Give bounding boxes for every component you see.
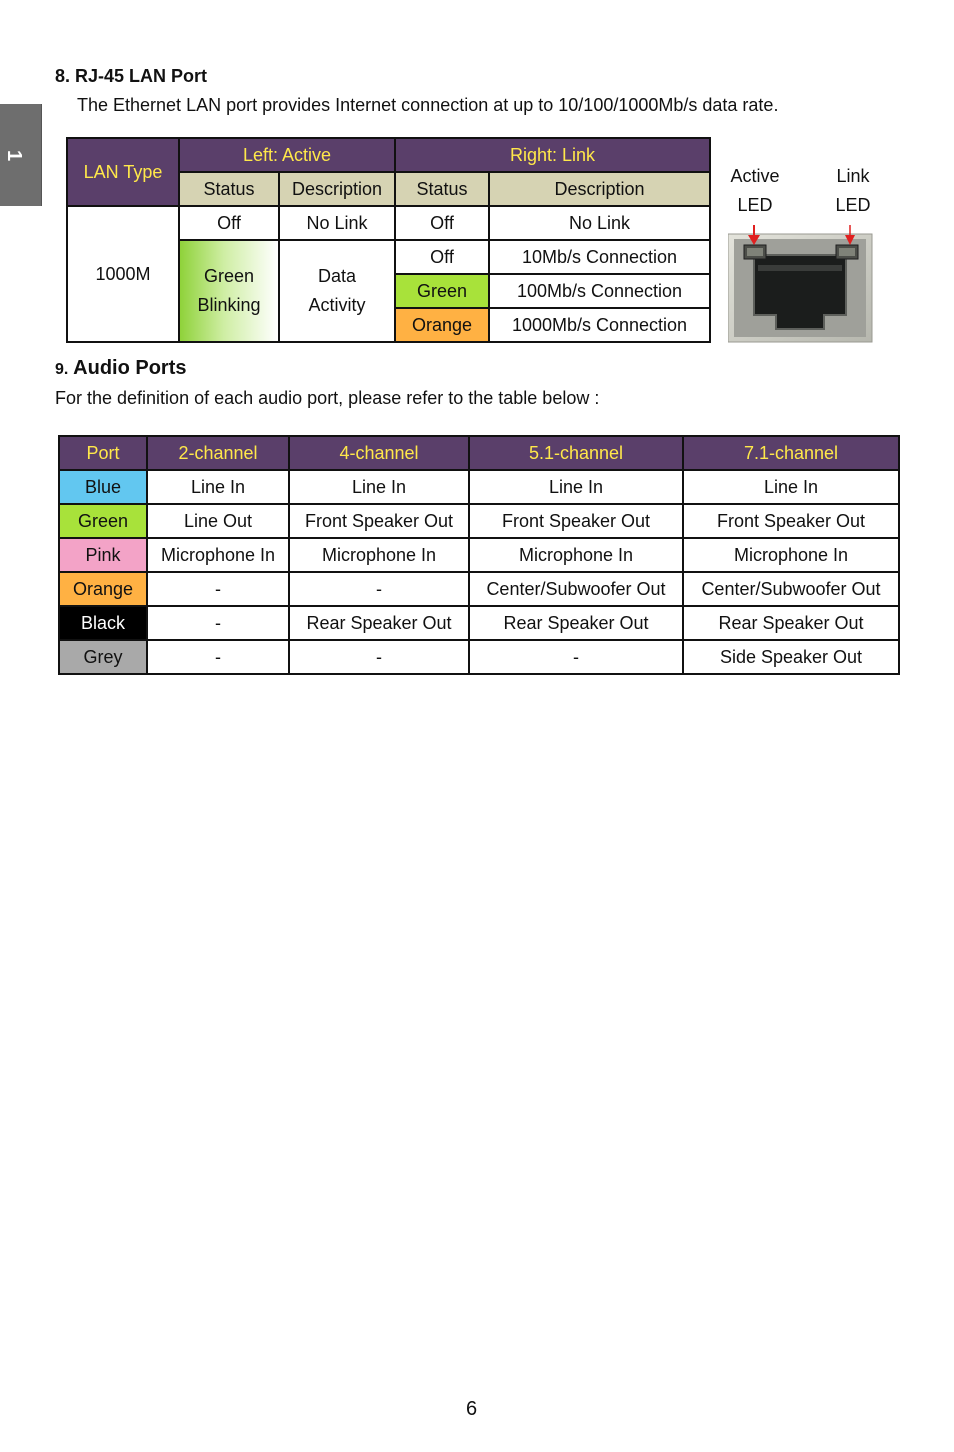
header-port: Port: [59, 436, 147, 470]
sub-header-description: Description: [279, 172, 395, 206]
link-led-line-1: Link: [836, 166, 870, 186]
cell-5-1-channel: Rear Speaker Out: [469, 606, 683, 640]
cell-5-1-channel: Center/Subwoofer Out: [469, 572, 683, 606]
lan-type-header: LAN Type: [67, 138, 179, 206]
cell-5-1-channel: -: [469, 640, 683, 674]
cell-7-1-channel: Line In: [683, 470, 899, 504]
lan-led-table: [66, 137, 711, 343]
section-9-title: [55, 357, 187, 380]
page-number: 6: [466, 1398, 478, 1420]
port-color-cell: Black: [59, 606, 147, 640]
right-status: Off: [395, 206, 489, 240]
right-description: 100Mb/s Connection: [489, 274, 710, 308]
table-row: [59, 606, 899, 640]
table-row: [59, 640, 899, 674]
cell-7-1-channel: Center/Subwoofer Out: [683, 572, 899, 606]
header-5-1-channel: 5.1-channel: [469, 436, 683, 470]
section-8-title-text: RJ-45 LAN Port: [75, 66, 208, 86]
left-status-line-1: Green: [203, 266, 255, 286]
cell-4-channel: -: [289, 640, 469, 674]
left-description-data-activity: [279, 240, 395, 342]
right-status: Green: [395, 274, 489, 308]
left-status-line-2: Blinking: [197, 295, 261, 315]
cell-7-1-channel: Front Speaker Out: [683, 504, 899, 538]
chapter-tab-label: 1: [3, 149, 26, 162]
cell-5-1-channel: Microphone In: [469, 538, 683, 572]
cell-7-1-channel: Rear Speaker Out: [683, 606, 899, 640]
port-color-cell: Pink: [59, 538, 147, 572]
cell-4-channel: Front Speaker Out: [289, 504, 469, 538]
table-row: [59, 436, 899, 470]
sub-header-status: Status: [179, 172, 279, 206]
sub-header-description: Description: [489, 172, 710, 206]
cell-2-channel: -: [147, 606, 289, 640]
header-4-channel: 4-channel: [289, 436, 469, 470]
left-desc-line-1: Data: [317, 266, 357, 286]
active-led-line-1: Active: [730, 166, 780, 186]
cell-4-channel: Rear Speaker Out: [289, 606, 469, 640]
cell-5-1-channel: Line In: [469, 470, 683, 504]
left-description: No Link: [279, 206, 395, 240]
table-row: [59, 504, 899, 538]
cell-2-channel: -: [147, 640, 289, 674]
table-row: [59, 470, 899, 504]
rj45-port-image: [728, 225, 874, 343]
lan-type-value: 1000M: [67, 206, 179, 342]
section-9-title-text: Audio Ports: [73, 357, 187, 379]
table-row: [59, 538, 899, 572]
left-status-green-blinking: [179, 240, 279, 342]
right-description: 10Mb/s Connection: [489, 240, 710, 274]
right-status: Off: [395, 240, 489, 274]
cell-4-channel: Line In: [289, 470, 469, 504]
cell-2-channel: -: [147, 572, 289, 606]
right-description: No Link: [489, 206, 710, 240]
table-row: [59, 572, 899, 606]
active-led-line-2: LED: [737, 195, 773, 215]
cell-2-channel: Line Out: [147, 504, 289, 538]
cell-2-channel: Line In: [147, 470, 289, 504]
cell-4-channel: -: [289, 572, 469, 606]
header-7-1-channel: 7.1-channel: [683, 436, 899, 470]
section-9-number: 9.: [55, 361, 69, 378]
cell-4-channel: Microphone In: [289, 538, 469, 572]
table-row: [67, 206, 710, 240]
section-8-title: [55, 66, 207, 87]
left-desc-line-2: Activity: [308, 295, 366, 315]
cell-2-channel: Microphone In: [147, 538, 289, 572]
cell-5-1-channel: Front Speaker Out: [469, 504, 683, 538]
right-description: 1000Mb/s Connection: [489, 308, 710, 342]
port-color-cell: Orange: [59, 572, 147, 606]
section-8-description: The Ethernet LAN port provides Internet connection at up to 10/100/1000Mb/s data rate.: [77, 95, 779, 115]
header-2-channel: 2-channel: [147, 436, 289, 470]
table-row: [67, 138, 710, 172]
right-status: Orange: [395, 308, 489, 342]
left-status: Off: [179, 206, 279, 240]
port-color-cell: Blue: [59, 470, 147, 504]
chapter-tab: [0, 104, 42, 206]
audio-ports-table: [58, 435, 900, 675]
link-led-line-2: LED: [835, 195, 871, 215]
port-color-cell: Grey: [59, 640, 147, 674]
link-led-label: [822, 162, 884, 220]
cell-7-1-channel: Microphone In: [683, 538, 899, 572]
port-color-cell: Green: [59, 504, 147, 538]
sub-header-status: Status: [395, 172, 489, 206]
section-9-description: For the definition of each audio port, please refer to the table below :: [55, 388, 600, 408]
active-led-label: [722, 162, 788, 220]
left-active-header: Left: Active: [179, 138, 395, 172]
section-8-number: 8.: [55, 66, 71, 86]
cell-7-1-channel: Side Speaker Out: [683, 640, 899, 674]
right-link-header: Right: Link: [395, 138, 710, 172]
